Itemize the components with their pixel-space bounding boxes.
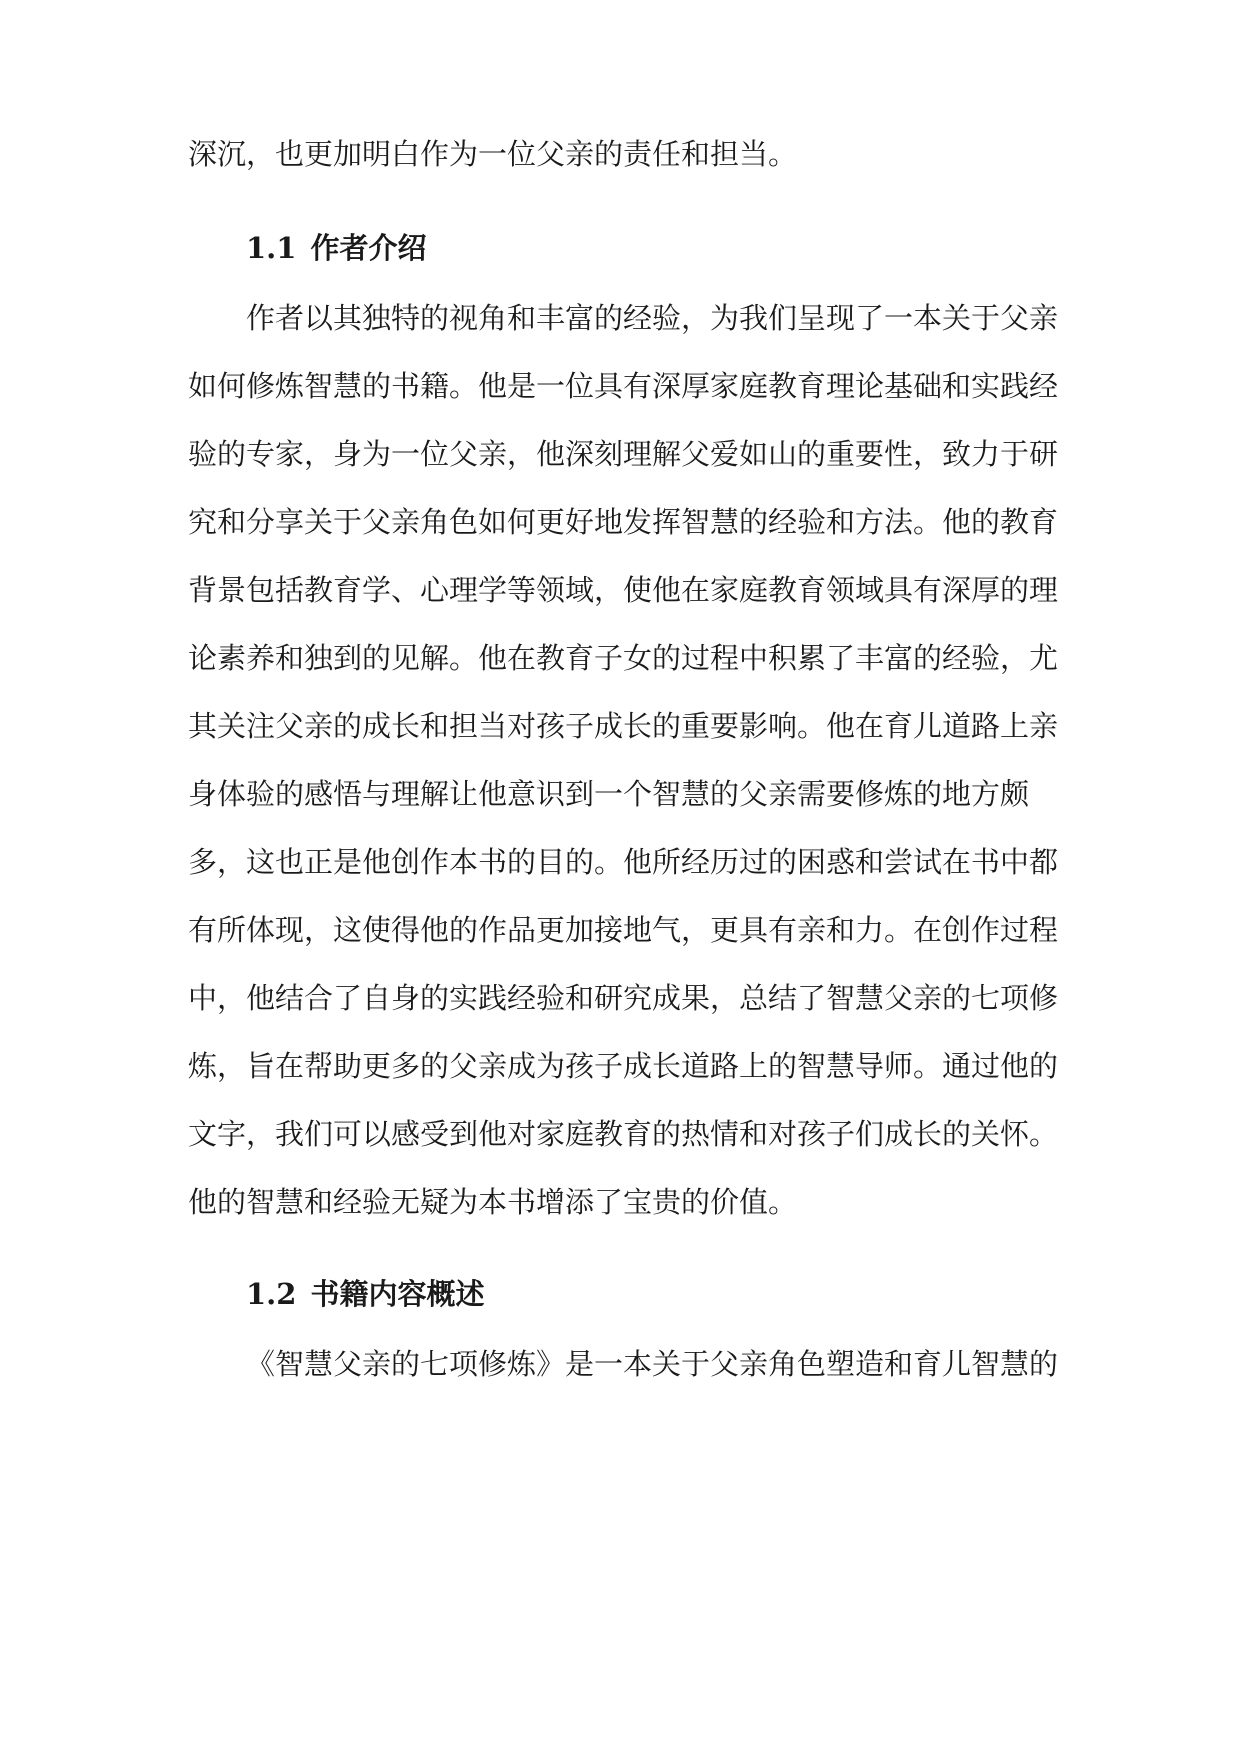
paragraph-line: 文字，我们可以感受到他对家庭教育的热情和对孩子们成长的关怀。 — [188, 1117, 1059, 1151]
paragraph-line: 验的专家，身为一位父亲，他深刻理解父爱如山的重要性，致力于研 — [188, 437, 1059, 471]
paragraph-line: 究和分享关于父亲角色如何更好地发挥智慧的经验和方法。他的教育 — [188, 505, 1059, 539]
paragraph-line: 《智慧父亲的七项修炼》是一本关于父亲角色塑造和育儿智慧的 — [246, 1347, 1059, 1381]
paragraph-line: 如何修炼智慧的书籍。他是一位具有深厚家庭教育理论基础和实践经 — [188, 369, 1059, 403]
paragraph-line: 论素养和独到的见解。他在教育子女的过程中积累了丰富的经验，尤 — [188, 641, 1059, 675]
paragraph-line: 身体验的感悟与理解让他意识到一个智慧的父亲需要修炼的地方颇 — [188, 777, 1030, 811]
paragraph-line: 背景包括教育学、心理学等领域，使他在家庭教育领域具有深厚的理 — [188, 573, 1059, 607]
paragraph-line: 有所体现，这使得他的作品更加接地气，更具有亲和力。在创作过程 — [188, 913, 1059, 947]
section-title: 作者介绍 — [310, 231, 427, 265]
paragraph-line: 多，这也正是他创作本书的目的。他所经历过的困惑和尝试在书中都 — [188, 845, 1059, 879]
paragraph-line: 他的智慧和经验无疑为本书增添了宝贵的价值。 — [188, 1185, 798, 1219]
paragraph-line: 深沉，也更加明白作为一位父亲的责任和担当。 — [188, 137, 798, 171]
section-number: 1.1 — [246, 231, 297, 265]
section-title: 书籍内容概述 — [310, 1277, 485, 1311]
paragraph-line: 炼，旨在帮助更多的父亲成为孩子成长道路上的智慧导师。通过他的 — [188, 1049, 1059, 1083]
paragraph-line: 作者以其独特的视角和丰富的经验，为我们呈现了一本关于父亲 — [246, 301, 1059, 335]
section-heading-1-2 — [246, 1274, 484, 1314]
paragraph-line: 中，他结合了自身的实践经验和研究成果，总结了智慧父亲的七项修 — [188, 981, 1059, 1015]
section-heading-1-1 — [246, 228, 426, 268]
paragraph-line: 其关注父亲的成长和担当对孩子成长的重要影响。他在育儿道路上亲 — [188, 709, 1059, 743]
section-number: 1.2 — [246, 1277, 297, 1311]
